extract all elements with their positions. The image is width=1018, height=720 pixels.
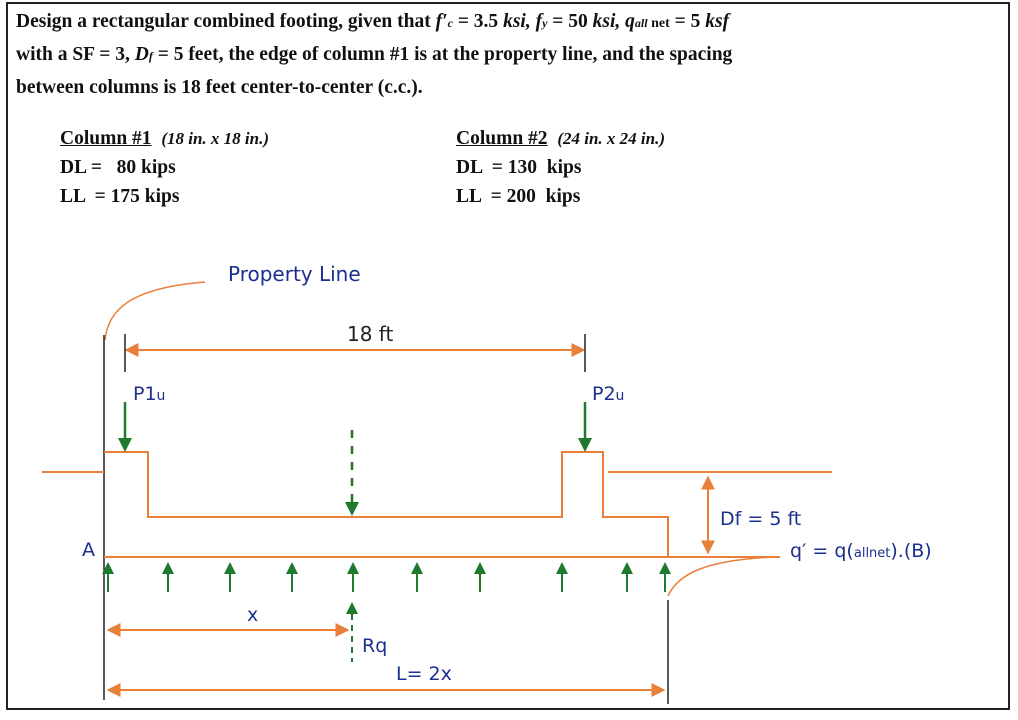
q-prime-leader [668,557,775,596]
column-1-size: (18 in. x 18 in.) [161,129,269,148]
column-2-title: Column #2 [456,128,548,149]
footing-outline [104,452,668,557]
p2-text: P2 [592,383,616,405]
length-label: L= 2x [396,663,452,685]
q-prime-label [790,540,932,562]
column-2-dead-load: DL = 130 kips [456,157,582,178]
q-prime-text: q′ = q( [790,540,854,562]
problem-text: Design a rectangular combined footing, given that [16,11,436,32]
pressure-arrow [474,562,486,592]
q-symbol: q [625,11,635,32]
load-p1-arrow [118,402,132,452]
p1-subscript: u [156,388,166,404]
soil-pressure-arrows [102,562,671,592]
p2-label [592,383,624,405]
q-unit: ksf [705,11,730,32]
pressure-arrow [224,562,236,592]
p2-subscript: u [615,388,625,404]
q-value: = 5 [669,11,706,32]
pressure-arrow [556,562,568,592]
pressure-arrow [347,562,359,592]
column-1-live-load: LL = 175 kips [60,186,180,207]
q-prime-end: ).(B) [890,540,932,562]
resultant-dashed-arrow [345,430,359,516]
reaction-rq-arrow [346,602,358,662]
load-p2-arrow [578,402,592,452]
pressure-arrow [162,562,174,592]
fy-value: = 50 [547,11,593,32]
column-1-dead-load: DL = 80 kips [60,157,176,178]
problem-line-3: between columns is 18 feet center-to-center (c.c.). [16,77,423,98]
property-line-label: Property Line [228,262,361,286]
pressure-arrow [621,562,633,592]
pressure-arrow [659,562,671,592]
problem-text: = 5 feet, the edge of column #1 is at the property line, and the spacing [152,44,733,65]
fc-unit: ksi [503,11,526,32]
point-a-label: A [82,539,95,561]
fy-subscript: y [542,16,548,30]
fy-unit: ksi [592,11,616,32]
fc-value: = 3.5 [452,11,504,32]
property-line-leader [105,282,205,340]
df-subscript: f [148,49,153,63]
q-prime-subscript: allnet [853,546,891,561]
column-2-size: (24 in. x 24 in.) [557,129,665,148]
p1-label [133,383,165,405]
pressure-arrow [411,562,423,592]
p1-text: P1 [133,383,157,405]
column-1-title: Column #1 [60,128,152,149]
pressure-arrow [286,562,298,592]
q-subscript-all: all [634,16,648,30]
spacing-label: 18 ft [347,322,394,346]
column-2-live-load: LL = 200 kips [456,186,581,207]
separator: , [615,11,626,32]
fc-symbol: f′ [435,11,448,32]
df-symbol: D [134,44,149,65]
q-subscript-net: net [647,16,670,31]
rq-label: Rq [362,635,388,657]
problem-text: with a SF = 3, [16,44,135,65]
x-label: x [247,604,259,626]
fy-symbol: f [535,11,543,32]
separator: , [525,11,536,32]
df-label: Df = 5 ft [720,508,802,530]
fc-subscript: c [447,16,453,30]
